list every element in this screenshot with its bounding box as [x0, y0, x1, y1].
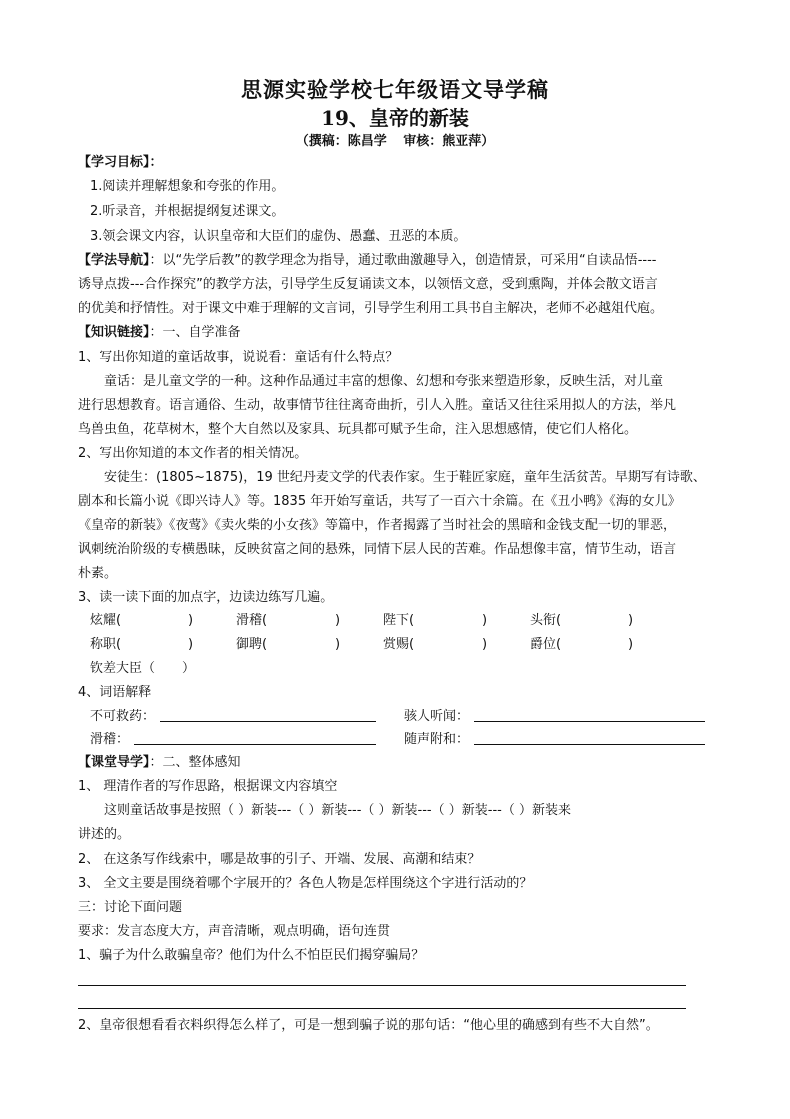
fill-in-text: 这则童话故事是按照（ ）新装---（ ）新装---（ ）新装---（ ）新装---（ ）新装来 [104, 803, 571, 818]
method-line: 诱导点拨---合作探究”的教学方法，引导学生反复诵读文本，以领悟文意，受到熏陶，并体会散文语言 [78, 277, 658, 292]
fill-in-text: 讲述的。 [78, 827, 131, 842]
link-heading-rest: ：一、自学准备 [149, 325, 241, 340]
word-item: 头衔( [530, 613, 562, 628]
answer-text: 安徒生：(1805~1875)，19 世纪丹麦文学的代表作家。生于鞋匠家庭，童年生活贫苦。早期写有诗歌、 [104, 470, 706, 485]
answer-line [160, 721, 376, 722]
link-heading: 【知识链接】 [78, 325, 150, 340]
section-heading: 三：讨论下面问题 [78, 900, 183, 915]
method-heading: 【学法导航】 [78, 253, 150, 268]
word-blank-close: ) [628, 637, 634, 652]
answer-text: 《皇帝的新装》《夜莺》《卖火柴的小女孩》等篇中，作者揭露了当时社会的黑暗和金钱支配一切的罪恶， [78, 518, 677, 533]
word-item: 赏赐( [383, 637, 415, 652]
goal-item: 2.听录音，并根据提纲复述课文。 [90, 204, 285, 219]
question: 2、写出你知道的本文作者的相关情况。 [78, 446, 308, 461]
word-blank-close: ) [482, 613, 488, 628]
goals-heading: 【学习目标】： [78, 155, 163, 170]
answer-text: 鸟兽虫鱼，花草树木，整个大自然以及家具、玩具都可赋予生命，注入思想感情，使它们人格化。 [78, 422, 638, 437]
answer-text: 剧本和长篇小说《即兴诗人》等。1835 年开始写童话，共写了一百六十余篇。在《丑小鸭》《海的女儿》 [78, 494, 681, 509]
guide-heading-line [78, 754, 241, 772]
question: 2、皇帝很想看看衣料织得怎么样了，可是一想到骗子说的那句话：“他心里的确感到有些不大自然”。 [78, 1018, 659, 1033]
question: 1、骗子为什么敢骗皇帝？他们为什么不怕臣民们揭穿骗局？ [78, 948, 425, 963]
question: 3、 全文主要是围绕着哪个字展开的？各色人物是怎样围绕这个字进行活动的？ [78, 876, 533, 891]
guide-heading: 【课堂导学】 [78, 755, 150, 770]
word-blank-close: ) [188, 613, 194, 628]
question: 1、 理清作者的写作思路，根据课文内容填空 [78, 779, 338, 794]
word-blank-close: ) [628, 613, 634, 628]
lesson-title: 19、皇帝的新装 [321, 106, 469, 130]
word-item: 爵位( [530, 637, 562, 652]
term-label: 骇人听闻： [404, 709, 470, 724]
word-blank-close: ) [482, 637, 488, 652]
term-label: 滑稽： [90, 732, 130, 747]
word-blank-close: ） [182, 661, 196, 676]
goal-item: 1.阅读并理解想象和夸张的作用。 [90, 179, 285, 194]
answer-line [78, 985, 686, 986]
word-blank-close: ) [188, 637, 194, 652]
word-item: 陛下( [383, 613, 415, 628]
document-title: 思源实验学校七年级语文导学稿 [241, 77, 549, 102]
term-label: 不可救药： [90, 709, 156, 724]
answer-text: 讽刺统治阶级的专横愚昧，反映贫富之间的悬殊，同情下层人民的苦难。作品想像丰富，情节生动，语言 [78, 542, 677, 557]
answer-text: 童话：是儿童文学的一种。这种作品通过丰富的想像、幻想和夸张来塑造形象，反映生活，对儿童 [104, 374, 664, 389]
answer-text: 朴素。 [78, 566, 118, 581]
word-item: 炫耀( [90, 613, 122, 628]
word-blank-close: ) [335, 637, 341, 652]
question: 4、词语解释 [78, 685, 152, 700]
question: 3、读一读下面的加点字，边读边练写几遍。 [78, 590, 334, 605]
term-label: 随声附和： [404, 732, 470, 747]
method-text: ：以“先学后教”的教学理念为指导，通过歌曲激趣导入，创造情景，可采用“自读品悟---- [149, 253, 657, 268]
question: 1、写出你知道的童话故事，说说看：童话有什么特点？ [78, 350, 399, 365]
answer-line [474, 744, 705, 745]
answer-line [474, 721, 705, 722]
goal-item: 3.领会课文内容，认识皇帝和大臣们的虚伪、愚蠢、丑恶的本质。 [90, 229, 467, 244]
guide-heading-rest: ：二、整体感知 [149, 755, 241, 770]
reviewer-credit: 审核：熊亚萍） [403, 134, 495, 149]
word-blank-close: ) [335, 613, 341, 628]
author-credit: （撰稿：陈昌学 [295, 134, 387, 149]
question: 2、 在这条写作线索中，哪是故事的引子、开端、发展、高潮和结束？ [78, 852, 481, 867]
byline [0, 130, 790, 149]
method-line: 的优美和抒情性。对于课文中难于理解的文言词，引导学生利用工具书自主解决，老师不必越俎代庖。 [78, 301, 664, 316]
word-item: 钦差大臣（ [90, 661, 156, 676]
answer-text: 进行思想教育。语言通俗、生动，故事情节往往离奇曲折，引人入胜。童话又往往采用拟人的方法，举凡 [78, 398, 677, 413]
method-line [78, 252, 657, 270]
link-heading-line [78, 324, 241, 342]
requirement-text: 要求：发言态度大方，声音清晰，观点明确，语句连贯 [78, 924, 391, 939]
word-item: 御聘( [236, 637, 268, 652]
answer-line [78, 1008, 686, 1009]
word-item: 称职( [90, 637, 122, 652]
word-item: 滑稽( [236, 613, 268, 628]
answer-line [134, 744, 376, 745]
